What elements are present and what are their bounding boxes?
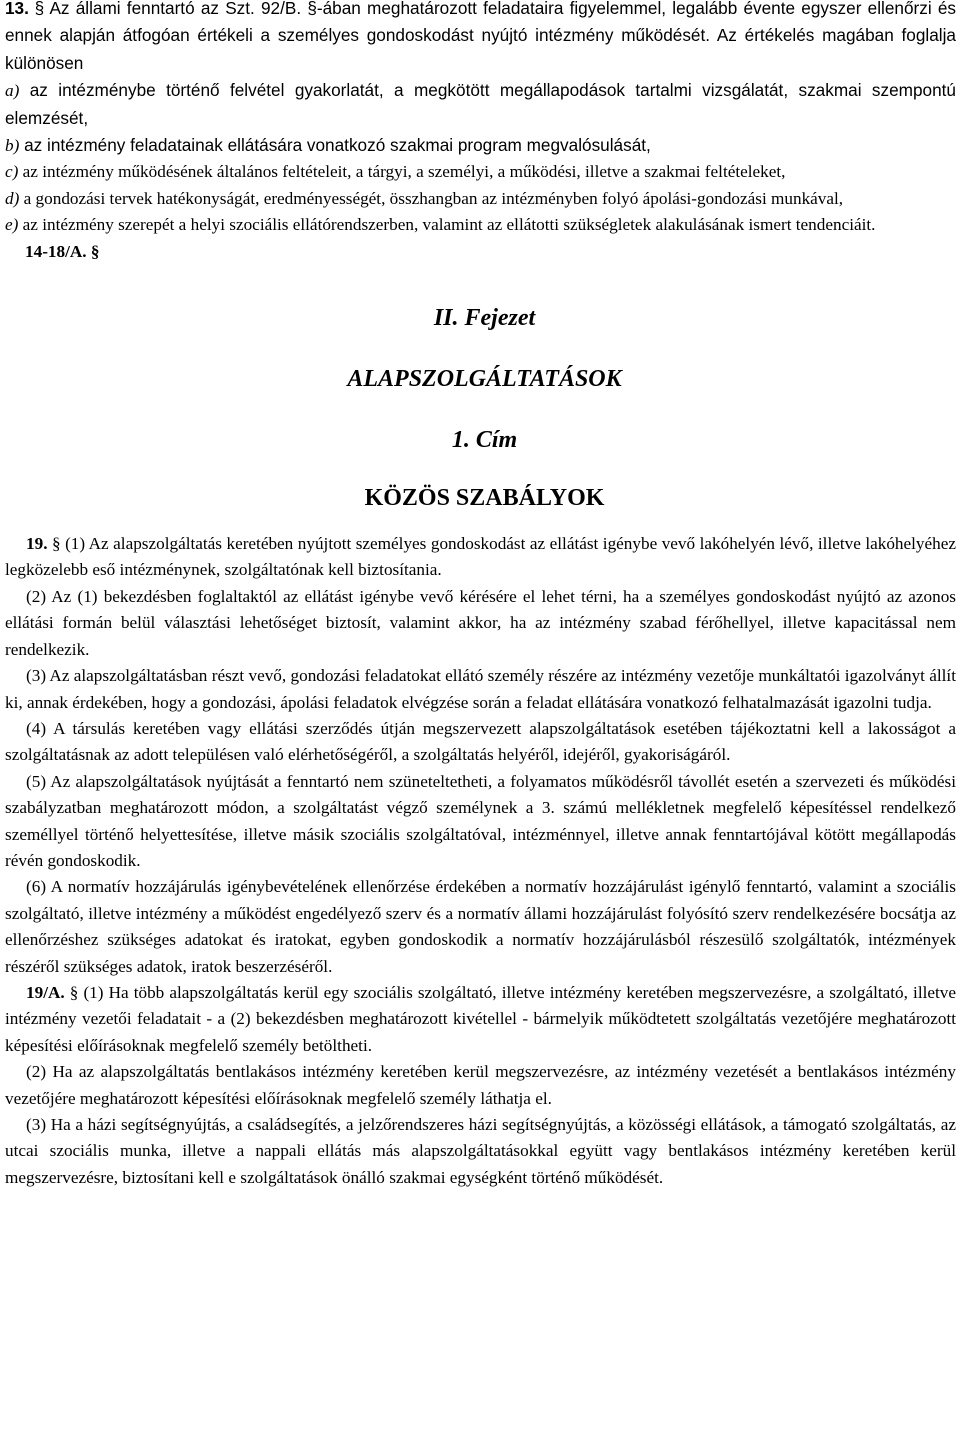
section-19-paragraph-1-text: § (1) Az alapszolgáltatás keretében nyújtott személyes gondoskodást az ellátást igénybe vevő lakóhelyén lévő, illetve lakóhelyéhez legközelebb eső intézménynek, szolgáltatónak kell biztosítania. <box>5 534 956 580</box>
section-19-paragraph-1 <box>5 531 956 584</box>
chapter-heading: II. Fejezet <box>433 305 536 332</box>
list-item-c <box>5 159 956 185</box>
list-item-b-label: b) <box>5 136 20 156</box>
section-19-paragraph-4: (4) A társulás keretében vagy ellátási szerződés útján megszervezett alapszolgáltatások esetében tájékoztatni kell a lakosságot a szolgáltatásnak az adott településen való elérhetőségéről, a szolgáltatás helyéről, idejéről, gyakoriságáról. <box>5 718 956 765</box>
list-item-e <box>5 212 956 238</box>
section-19a-paragraph-1-text: § (1) Ha több alapszolgáltatás kerül egy szociális szolgáltató, illetve intézmény keretében megszervezésre, a szolgáltató, illetve intézmény vezetői feladatait - a (2) bekezdésben meghatározott kivétellel - bármelyik működtetett szolgáltatás vezetőjére meghatározott képesítési előírásoknak megfelelő személy betöltheti. <box>5 982 956 1055</box>
list-item-e-label: e) <box>5 215 19 235</box>
section-13-text: § Az állami fenntartó az Szt. 92/B. §-ában meghatározott feladataira figyelemmel, legalább évente egyszer ellenőrzi és ennek alapján átfogóan értékeli a személyes gondoskodást nyújtó intézmény működését. Az értékelés magában foglalja különösen <box>5 0 956 73</box>
section-19-paragraph-2: (2) Az (1) bekezdésben foglaltaktól az ellátást igénybe vevő kérésére el lehet térni, ha a személyes gondoskodást nyújtó az azonos ellátási formán belül választási lehetőséget biztosít, valamint akkor, ha az intézmény szabad férőhellyel, illetve kapacitással nem rendelkezik. <box>5 586 956 659</box>
list-item-e-text: az intézmény szerepét a helyi szociális ellátórendszerben, valamint az ellátotti szükségletek alakulásának ismert tendenciáit. <box>18 215 876 235</box>
paragraph-13 <box>5 0 956 77</box>
list-item-d <box>5 186 956 212</box>
list-item-d-label: d) <box>5 188 20 208</box>
section-14-18a: 14-18/A. § <box>25 241 100 261</box>
cim-title: KÖZÖS SZABÁLYOK <box>364 485 605 512</box>
section-19a-paragraph-3: (3) Ha a házi segítségnyújtás, a családsegítés, a jelzőrendszeres házi segítségnyújtás, a közösségi ellátások, a támogató szolgáltatás, az utcai szociális munka, illetve a nappali ellátás más alapszolgáltatásokkal együtt vagy bentlakásos intézmény keretében kerül megszervezésre, biztosítani kell e szolgáltatások önálló szakmai egységként történő működését. <box>5 1115 956 1187</box>
section-19-paragraph-5: (5) Az alapszolgáltatások nyújtását a fenntartó nem szüneteltetheti, a folyamatos működésről távollét esetén a szervezeti és működési szabályzatban meghatározott módon, a szolgáltatást végző személynek a 3. számú mellékletnek megfelelő képesítéssel rendelkező személlyel történő helyettesítése, illetve másik szociális szolgáltatóval, intézménnyel, illetve annak fenntartójával kötött megállapodás révén gondoskodik. <box>5 771 956 870</box>
list-item-a-text: az intézménybe történő felvétel gyakorlatát, a megkötött megállapodások tartalmi vizsgálatát, szakmai szempontú elemzését, <box>5 80 956 128</box>
section-19a-paragraph-1 <box>5 980 956 1059</box>
list-item-d-text: a gondozási tervek hatékonyságát, eredményességét, összhangban az intézményben folyó ápolási-gondozási munkával, <box>19 188 844 208</box>
section-19a-paragraph-2: (2) Ha az alapszolgáltatás bentlakásos intézmény keretében kerül megszervezésre, az intézmény vezetését a bentlakásos intézmény vezetőjére meghatározott képesítési előírásoknak megfelelő személy láthatja el. <box>5 1062 956 1108</box>
list-item-b-text: az intézmény feladatainak ellátására vonatkozó szakmai program megvalósulását, <box>19 135 651 156</box>
list-item-b <box>5 132 956 159</box>
list-item-a-label: a) <box>5 81 20 101</box>
cim-heading: 1. Cím <box>451 427 518 454</box>
section-19-number: 19. <box>26 534 48 554</box>
list-item-a <box>5 77 956 132</box>
list-item-c-label: c) <box>5 162 19 182</box>
section-13-number: 13. <box>5 0 29 18</box>
section-19-paragraph-3: (3) Az alapszolgáltatásban részt vevő, gondozási feladatokat ellátó személy részére az intézmény vezetője munkáltatói igazolványt állít ki, annak érdekében, hogy a gondozási, ápolási feladatok elvégzése során a feladat ellátására vonatkozó felhatalmazását igazolni tudja. <box>5 666 956 712</box>
document-page <box>5 0 956 1191</box>
list-item-c-text: az intézmény működésének általános feltételeit, a tárgyi, a személyi, a működési, illetve a szakmai feltételeket, <box>18 162 786 182</box>
section-19-paragraph-6: (6) A normatív hozzájárulás igénybevételének ellenőrzése érdekében a normatív hozzájárulást igénylő fenntartó, valamint a szociális szolgáltató, illetve intézmény a működést engedélyező szerv és a normatív állami hozzájárulást folyósító szerv rendelkezésére bocsátja az ellenőrzéshez szükséges adatokat és iratokat, egyben gondoskodik a normatív hozzájárulásból részesülő szolgáltatók, intézmények részéről szükséges adatok, iratok beszerzéséről. <box>5 877 956 976</box>
chapter-title: ALAPSZOLGÁLTATÁSOK <box>347 366 622 393</box>
section-19a-number: 19/A. <box>26 982 65 1002</box>
